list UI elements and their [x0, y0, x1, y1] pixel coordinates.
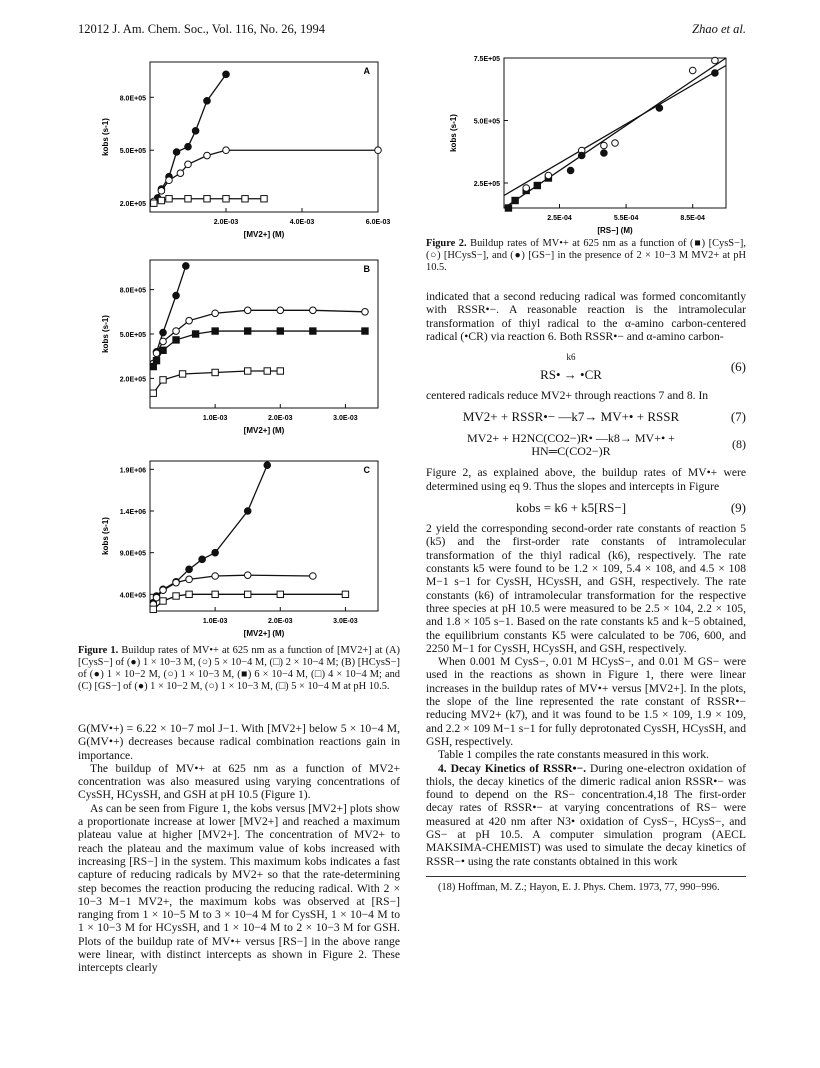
data-point	[204, 196, 210, 202]
data-point	[375, 147, 382, 154]
data-point	[245, 591, 251, 597]
panel-label: C	[363, 465, 370, 475]
data-point	[362, 309, 369, 316]
y-axis-label: kobs (s-1)	[101, 517, 110, 555]
data-point	[160, 598, 166, 604]
figure2-caption-text: Buildup rates of MV•+ at 625 nm as a function of (■) [CysS−], (○) [HCysS−], and (●) [GS−] in the presence of 2 × 10−3 M MV2+ at pH 10.5.	[426, 238, 746, 273]
right-paragraph-1: indicated that a second reducing radical was formed concomitantly with RSSR•−. A reasonable reaction is the intramolecular transformation of thiyl radical to the α-amino carbon-centered radical (•CR) via reaction 6. Both RSSR•− and α-amino carbon-	[426, 290, 746, 343]
data-point	[277, 328, 283, 334]
data-point	[153, 357, 159, 363]
data-point	[179, 371, 185, 377]
series-line	[153, 465, 267, 603]
data-point	[204, 98, 211, 105]
figure2-caption-label: Figure 2.	[426, 238, 467, 249]
figure2-chart	[426, 52, 748, 236]
data-point	[342, 591, 348, 597]
figure1-panel-a	[78, 56, 408, 242]
data-point	[173, 149, 180, 156]
data-point	[223, 147, 230, 154]
data-point	[277, 307, 284, 314]
data-point	[185, 196, 191, 202]
right-paragraph-5: When 0.001 M CysS−, 0.01 M HCysS−, and 0.01 M GS− were used in the reactions as shown in Figure 1, there were linear increases in the buildup rates of MV•+ versus [MV2+]. In the plots, the slope of the line represented the rate constant of RSSR•− reducing MV2+ (k7), and it was found to be 1.5 × 109, 1.9 × 109, and 2.2 × 109 M−1 s−1 for fully deprotonated CysSH, HCysSH, and GSH, respectively.	[426, 655, 746, 748]
data-point	[192, 331, 198, 337]
y-axis-label: kobs (s-1)	[101, 315, 110, 353]
data-point	[160, 347, 166, 353]
data-point	[245, 328, 251, 334]
x-axis-label: [MV2+] (M)	[243, 230, 285, 239]
footnote: (18) Hoffman, M. Z.; Hayon, E. J. Phys. Chem. 1973, 77, 990−996.	[426, 876, 746, 894]
plot-frame	[150, 260, 378, 408]
data-point	[166, 177, 173, 184]
data-point	[153, 350, 160, 357]
data-point	[153, 594, 160, 601]
y-tick-label: 8.0E+05	[119, 95, 146, 103]
left-paragraph-1: G(MV•+) = 6.22 × 10−7 mol J−1. With [MV2+] below 5 × 10−4 M, G(MV•+) decreases because radical combination reactions gain in importance.	[78, 722, 400, 762]
y-tick-label: 2.0E+05	[119, 376, 146, 384]
data-point	[264, 462, 271, 469]
equation-9-expr: kobs = k6 + k5[RS−]	[515, 499, 627, 515]
x-tick-label: 2.0E-03	[213, 219, 239, 226]
equation-7	[426, 410, 746, 423]
left-paragraph-3: As can be seen from Figure 1, the kobs versus [MV2+] plots show a proportionate increase at lower [MV2+] and reached a maximum plateau value at higher [MV2+]. The concentration of MV2+ to reach the plateau and the maximum value of kobs increased with increasing [RS−] in the system. This maximum kobs indicates a fast capture of reducing radicals by MV2+ so that the rate-determining step becomes the reaction producing the reducing radical. With 2 × 10−3 M−1 MV2+, the maximum kobs was observed at [RS−] ranging from 1 × 10−5 M to 3 × 10−4 M for CysSH, 1 × 10−4 M to 1 × 10−3 M for HCysSH, and 1 × 10−4 M to 2 × 10−3 M for GSH. Plots of the buildup rate of MV•+ versus [RS−] in the above range were linear, with distinct intercepts as shown in Figure 2. These intercepts clearly	[78, 801, 400, 975]
equation-8	[426, 432, 746, 459]
figure1-caption-text: Buildup rates of MV•+ at 625 nm as a function of [MV2+] at (A) [CysS−] of (●) 1 × 10−3 M, (○) 5 × 10−4 M, (□) 2 × 10−4 M; (B) [HCysS−] of (●) 1 × 10−2 M, (○) 1 × 10−3 M, (■) 6 × 10−4 M, (□) 4 × 10−4 M; and (C) [GS−] of (●) 1 × 10−2 M, (○) 1 × 10−3 M, (□) 5 × 10−4 M at pH 10.5.	[78, 645, 400, 692]
y-tick-label: 5.0E+05	[473, 118, 500, 126]
data-point	[212, 591, 218, 597]
data-point	[244, 307, 251, 314]
equation-8-expr: MV2+ + H2NC(CO2−)R• —k8→ MV+• + HN═C(CO2−)R	[467, 430, 675, 458]
figure1-caption	[78, 645, 400, 693]
data-point	[160, 329, 167, 336]
y-tick-label: 4.0E+05	[119, 592, 146, 600]
data-point	[192, 128, 199, 135]
section-body: During one-electron oxidation of thiols, the decay kinetics of the dimeric radical anion RSSR•− was found to depend on the RS− concentration.4,18 The first-order decay rates of RSSR•− at varying concentrations of RS− were measured at 420 nm after N3• oxidation of CysS−, HCysS−, and GS− at pH 10.5. A computer simulation program (AECL MAKSIMA-CHEMIST) was used to simulate the decay kinetics of RSSR−• using the rate constants obtained in this work	[426, 761, 746, 868]
data-point	[186, 591, 192, 597]
x-tick-label: 5.5E-04	[613, 215, 639, 222]
data-point	[277, 591, 283, 597]
data-point	[186, 566, 193, 573]
data-point	[578, 152, 585, 159]
y-tick-label: 2.5E+05	[473, 181, 500, 188]
data-point	[150, 390, 156, 396]
journal-citation: 12012 J. Am. Chem. Soc., Vol. 116, No. 26, 1994	[78, 22, 326, 36]
data-point	[185, 161, 192, 168]
equation-6-expr: RS• → •CR	[540, 366, 602, 382]
data-point	[173, 593, 179, 599]
right-paragraph-3: Figure 2, as explained above, the buildup rates of MV•+ were determined using eq 9. Thus the slopes and intercepts in Figure	[426, 466, 746, 493]
figure2-caption	[426, 238, 746, 274]
data-point	[186, 576, 193, 583]
data-point	[173, 337, 179, 343]
data-point	[212, 573, 219, 580]
data-point	[656, 105, 663, 112]
equation-8-number: (8)	[732, 437, 746, 452]
equation-6-number: (6)	[730, 358, 746, 374]
y-axis-label: kobs (s-1)	[101, 118, 110, 156]
data-point	[223, 71, 230, 78]
data-point	[212, 369, 218, 375]
data-point	[505, 205, 511, 211]
data-point	[534, 182, 540, 188]
data-point	[160, 338, 167, 345]
data-point	[199, 556, 206, 563]
data-point	[261, 196, 267, 202]
x-tick-label: 4.0E-03	[289, 219, 315, 226]
data-point	[712, 70, 719, 77]
x-tick-label: 3.0E-03	[333, 415, 358, 422]
data-point	[712, 57, 719, 64]
right-paragraph-4: 2 yield the corresponding second-order rate constants of reaction 5 (k5) and the first-order rate constants of intramolecular transformation of the thiyl radical (k6), respectively. The rate constants k5 were found to be 1.2 × 109, 5.4 × 108, and 4.5 × 108 M−1 s−1 for CysSH, HCysSH, and GSH, respectively. The rate constants (k6) of intramolecular transformation for the respective three species at pH 10.5 were measured to be 2.5 × 104, 2.2 × 105, and 1.8 × 105 s−1. Based on the rate constants k5 and k−5 obtained, the equilibrium constants K5 were calculated to be 706, 600, and 2250 M−1 for CysSH, HCysSH, and GSH, respectively.	[426, 522, 746, 655]
figure1-panel-b	[78, 252, 408, 448]
x-tick-label: 2.0E-03	[268, 415, 293, 422]
y-tick-label: 9.0E+05	[119, 550, 146, 558]
data-point	[186, 317, 193, 324]
figure1-caption-label: Figure 1.	[78, 645, 119, 656]
equation-7-number: (7)	[730, 409, 746, 425]
left-paragraph-2: The buildup of MV•+ at 625 nm as a function of MV2+ concentration was also measured using varying concentrations of CysSH, HCysSH, and GSH at pH 10.5 (Figure 1).	[78, 761, 400, 802]
y-tick-label: 5.0E+05	[119, 148, 146, 156]
data-point	[244, 508, 251, 515]
left-column-body	[78, 722, 400, 975]
data-point	[158, 188, 165, 195]
x-tick-label: 2.5E-04	[547, 215, 572, 222]
right-paragraph-7	[426, 762, 746, 868]
data-point	[177, 170, 184, 177]
data-point	[166, 196, 172, 202]
data-point	[160, 377, 166, 383]
x-axis-label: [MV2+] (M)	[243, 426, 285, 435]
data-point	[545, 172, 552, 179]
data-point	[183, 263, 190, 270]
equation-7-expr: MV2+ + RSSR•− —k7→ MV+• + RSSR	[462, 409, 680, 425]
data-point	[212, 549, 219, 556]
panel-label: A	[363, 66, 370, 76]
data-point	[158, 197, 164, 203]
y-tick-label: 1.4E+06	[119, 509, 146, 516]
data-point	[567, 167, 574, 174]
data-point	[160, 587, 167, 594]
right-paragraph-2: centered radicals reduce MV2+ through reactions 7 and 8. In	[426, 389, 709, 403]
series-line	[154, 74, 226, 203]
data-point	[212, 328, 218, 334]
data-point	[512, 197, 518, 203]
data-point	[601, 142, 608, 149]
data-point	[601, 150, 608, 157]
data-point	[310, 328, 316, 334]
plot-frame	[150, 62, 378, 212]
data-point	[362, 328, 368, 334]
data-point	[310, 307, 317, 314]
y-tick-label: 2.0E+05	[119, 201, 146, 209]
data-point	[277, 368, 283, 374]
x-tick-label: 2.0E-03	[268, 618, 293, 625]
equation-6-k: k6	[566, 352, 576, 363]
y-tick-label: 5.0E+05	[119, 332, 146, 339]
y-axis-label: kobs (s-1)	[449, 114, 458, 152]
fit-line	[504, 66, 726, 196]
equation-6	[426, 351, 746, 381]
section-heading: 4. Decay Kinetics of RSSR•−.	[438, 761, 587, 775]
x-tick-label: 8.5E-04	[680, 215, 705, 222]
data-point	[523, 185, 530, 192]
plot-frame	[150, 461, 378, 611]
data-point	[173, 292, 180, 299]
data-point	[310, 573, 317, 580]
data-point	[223, 196, 229, 202]
data-point	[212, 310, 219, 317]
right-column-body	[426, 290, 746, 894]
data-point	[173, 328, 180, 335]
equation-9-number: (9)	[730, 499, 746, 515]
y-tick-label: 1.9E+06	[119, 467, 146, 475]
data-point	[242, 196, 248, 202]
x-tick-label: 3.0E-03	[333, 618, 358, 625]
data-point	[150, 606, 156, 612]
x-tick-label: 1.0E-03	[202, 618, 228, 625]
right-paragraph-6: Table 1 compiles the rate constants measured in this work.	[438, 748, 709, 762]
x-axis-label: [MV2+] (M)	[243, 629, 285, 638]
data-point	[264, 368, 270, 374]
data-point	[244, 572, 251, 579]
panel-label: B	[363, 264, 370, 274]
series-line	[154, 150, 378, 201]
data-point	[173, 579, 180, 586]
data-point	[245, 368, 251, 374]
data-point	[612, 140, 619, 147]
data-point	[151, 200, 157, 206]
data-point	[689, 67, 696, 74]
x-axis-label: [RS−] (M)	[597, 226, 633, 235]
y-tick-label: 7.5E+05	[473, 56, 500, 63]
y-tick-label: 8.0E+05	[119, 287, 146, 295]
series-line	[153, 331, 365, 367]
data-point	[185, 143, 192, 150]
authors: Zhao et al.	[692, 22, 746, 36]
x-tick-label: 1.0E-03	[202, 415, 228, 422]
x-tick-label: 6.0E-03	[365, 219, 391, 226]
figure1-panel-c	[78, 455, 408, 643]
data-point	[204, 152, 211, 159]
equation-9	[426, 501, 746, 514]
